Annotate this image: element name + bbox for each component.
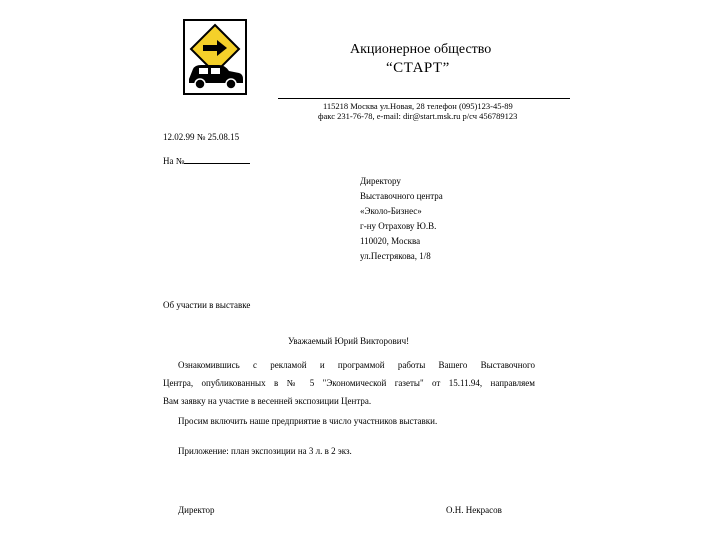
recipient-line: ул.Пестрякова, 1/8 — [360, 251, 431, 261]
recipient-line: Директору — [360, 176, 401, 186]
reference-blank-line — [184, 155, 250, 164]
reference-number — [163, 155, 250, 166]
letter-subject: Об участии в выставке — [163, 300, 251, 310]
letter-greeting: Уважаемый Юрий Викторович! — [288, 336, 410, 346]
body-paragraph-1-line-3: Вам заявку на участие в весенней экспозиции Центра. — [163, 396, 372, 406]
address-line-1: 115218 Москва ул.Новая, 28 телефон (095)123-45-89 — [323, 101, 513, 111]
letterhead-divider — [278, 98, 570, 99]
address-line-2: факс 231-76-78, e-mail: dir@start.msk.ru р/сч 456789123 — [318, 111, 518, 121]
signatory-name: О.Н. Некрасов — [446, 505, 502, 515]
recipient-line: «Эколо-Бизнес» — [360, 206, 422, 216]
signatory-title: Директор — [178, 505, 215, 515]
company-logo — [183, 19, 247, 95]
recipient-line: г-ну Отрахову Ю.В. — [360, 221, 437, 231]
body-paragraph-2: Просим включить наше предприятие в число участников выставки. — [178, 416, 438, 426]
recipient-line: 110020, Москва — [360, 236, 421, 246]
body-paragraph-1-line-2: Центра, опубликованных в № 5 "Экономической газеты" от 15.11.94, направляем — [163, 378, 535, 388]
reference-label: На № — [163, 156, 185, 166]
recipient-line: Выставочного центра — [360, 191, 443, 201]
org-name: “СТАРТ” — [386, 60, 450, 76]
attachment-note: Приложение: план экспозиции на 3 л. в 2 экз. — [178, 446, 352, 456]
body-paragraph-1-line-1: Ознакомившись с рекламой и программой работы Вашего Выставочного — [178, 360, 535, 370]
org-type: Акционерное общество — [350, 42, 492, 57]
date-and-number: 12.02.99 № 25.08.15 — [163, 132, 240, 142]
